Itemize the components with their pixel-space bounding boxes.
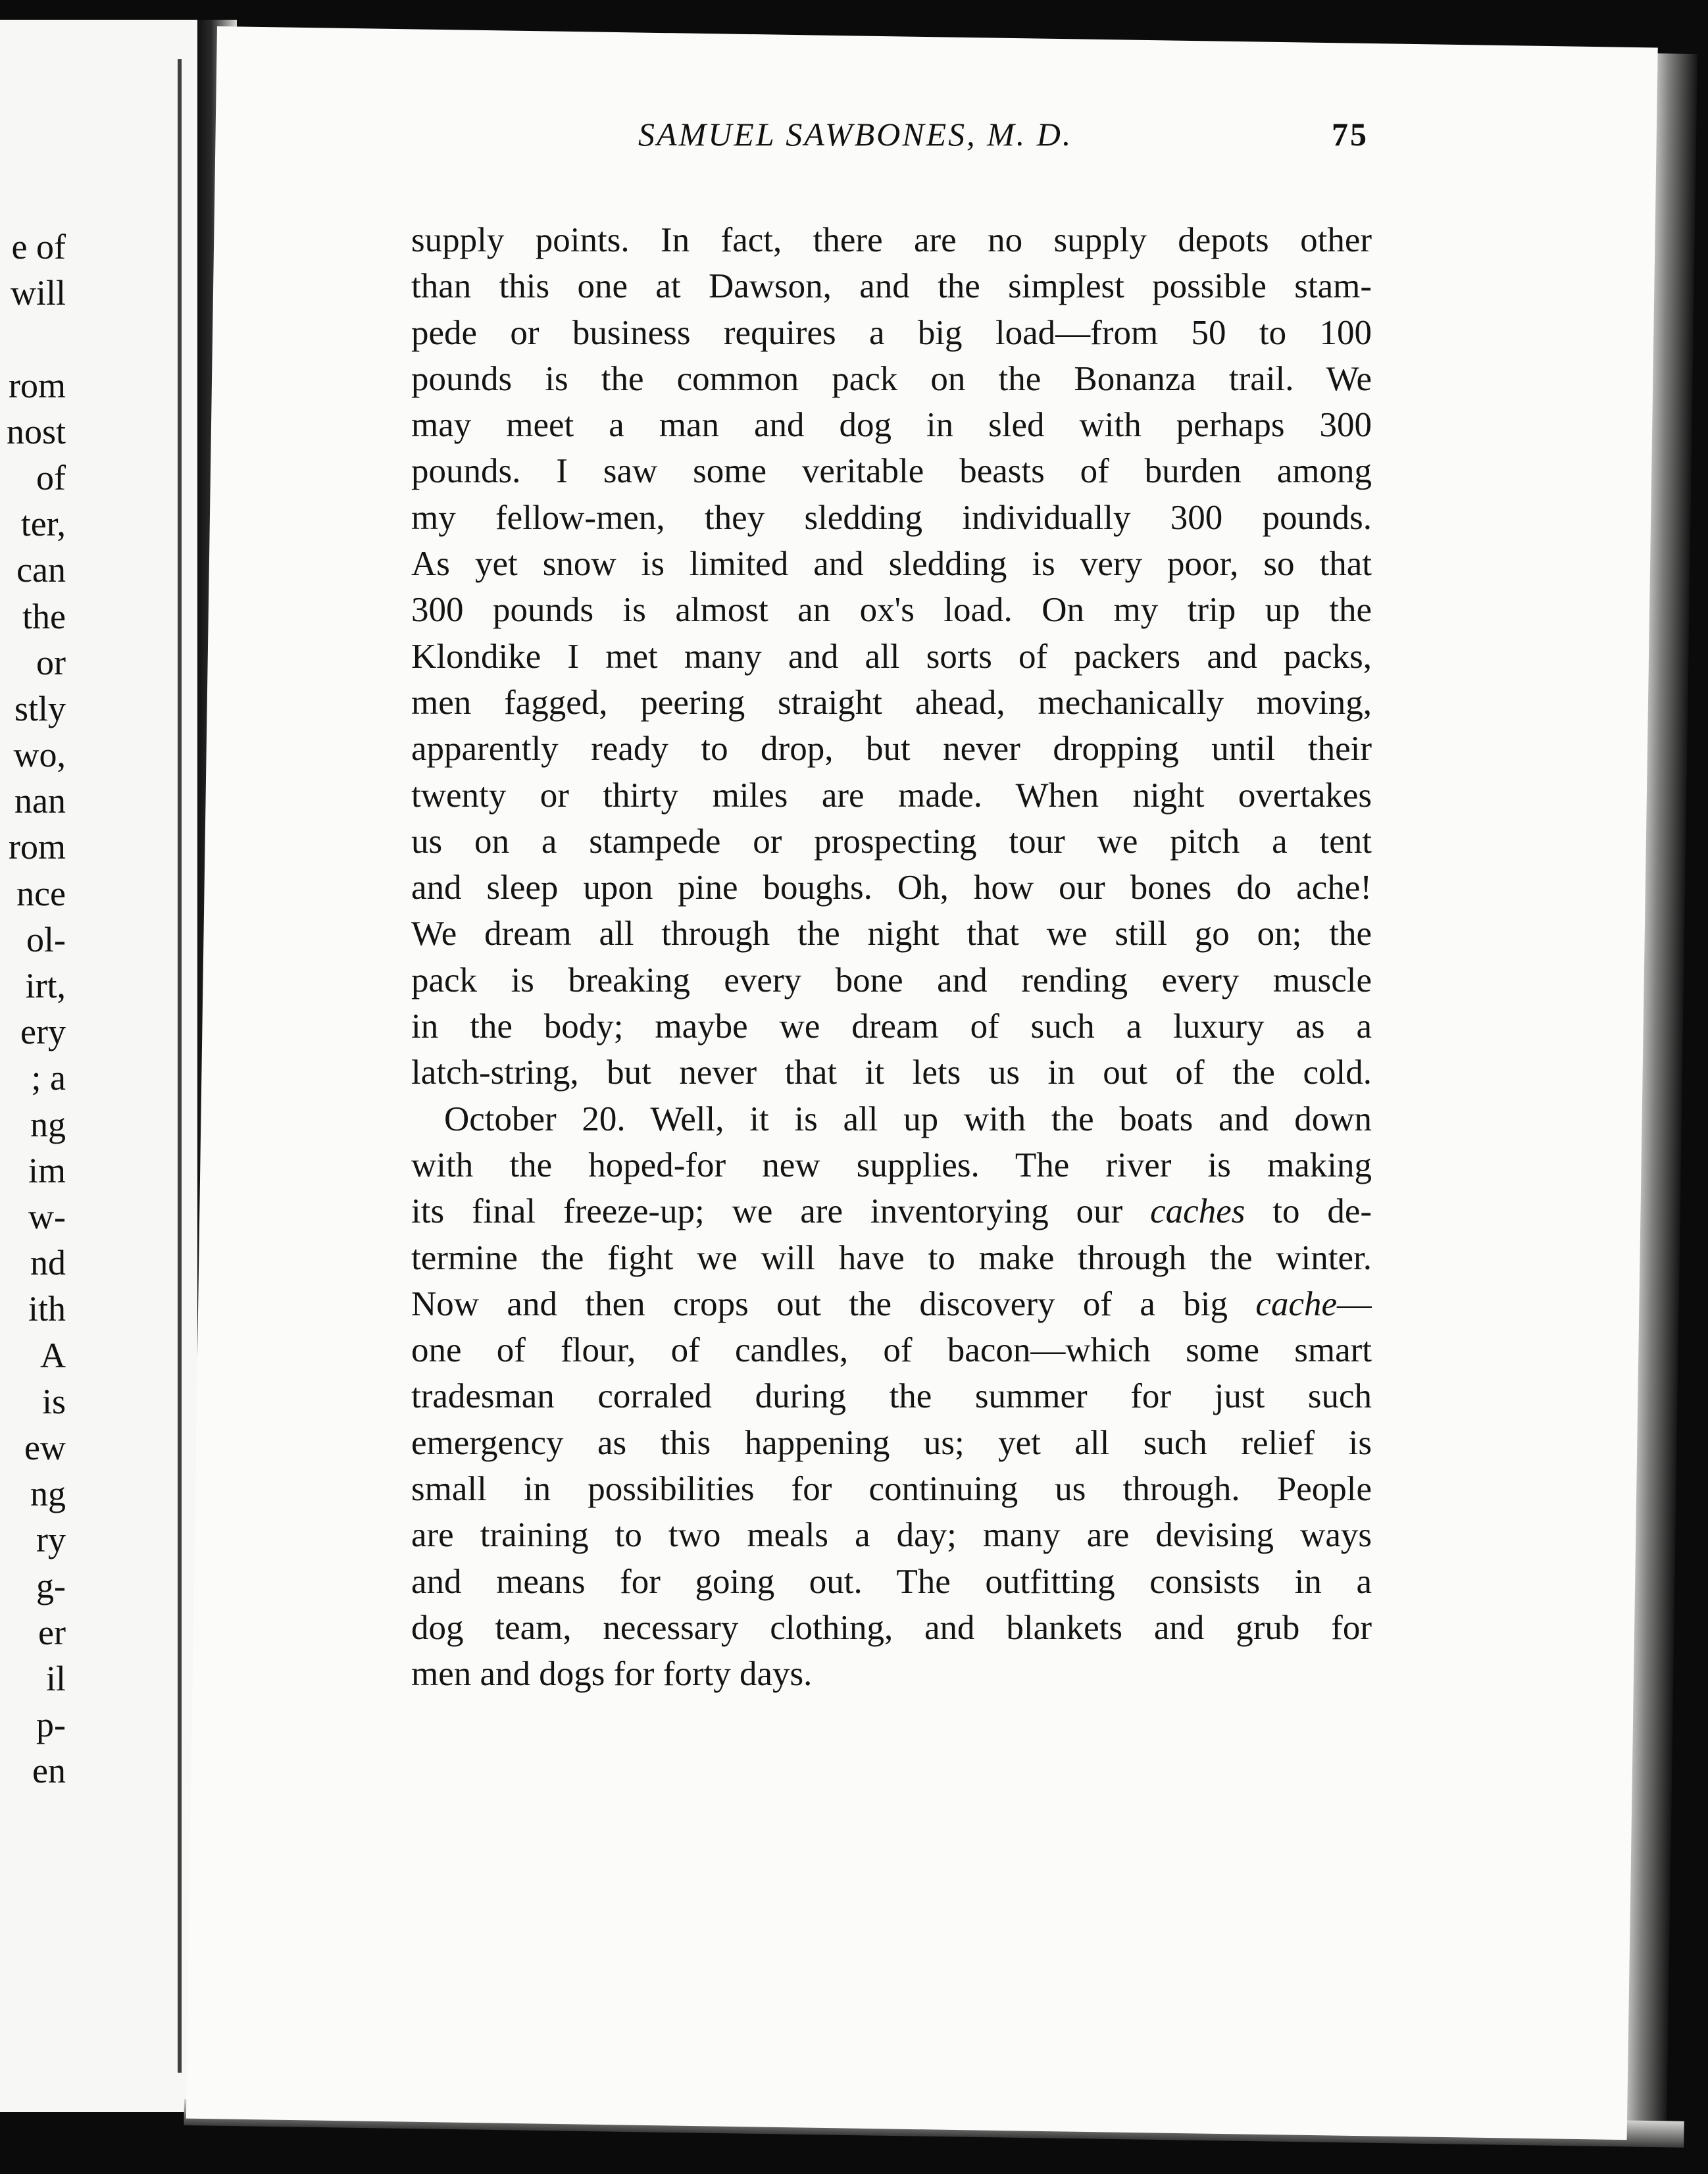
text-line: apparently ready to drop, but never dropping until their (411, 730, 1372, 769)
running-head (421, 115, 1369, 161)
text-line: with the hoped-for new supplies. The river is making (411, 1146, 1372, 1184)
fragment-line: im (28, 1150, 66, 1190)
text-line: and means for going out. The outfitting consists in a (411, 1562, 1372, 1601)
gutter-shadow (178, 59, 182, 2073)
text-line: We dream all through the night that we still go on; the (411, 915, 1372, 953)
text-run: its final freeze-up; we are inventorying our (411, 1192, 1123, 1231)
fragment-line: or (36, 642, 66, 682)
fragment-line: il (45, 1658, 66, 1698)
text-line: us on a stampede or prospecting tour we pitch a tent (411, 822, 1372, 861)
fragment-line: nan (14, 781, 66, 821)
fragment-line: irt, (25, 966, 66, 1005)
italic-word: cache (1255, 1284, 1337, 1323)
running-head-title: SAMUEL SAWBONES, M. D. (638, 116, 1073, 153)
text-line: supply points. In fact, there are no supply depots other (411, 221, 1372, 259)
text-line: pede or business requires a big load—from 50 to 100 (411, 313, 1372, 352)
text-line: emergency as this happening us; yet all such relief is (411, 1423, 1372, 1462)
text-line: may meet a man and dog in sled with perhaps 300 (411, 406, 1372, 445)
text-line: dog team, necessary clothing, and blankets and grub for (411, 1608, 1372, 1647)
fragment-line: en (32, 1751, 66, 1791)
text-line: my fellow-men, they sledding individually 300 pounds. (411, 498, 1372, 537)
text-line (411, 1188, 1372, 1234)
fragment-line: is (41, 1381, 66, 1421)
text-line: are training to two meals a day; many are devising ways (411, 1516, 1372, 1555)
text-run: to de- (1272, 1192, 1372, 1231)
text-line: pounds. I saw some veritable beasts of burden among (411, 452, 1372, 491)
fragment-line: wo, (13, 735, 66, 775)
fragment-line: rom (9, 365, 66, 405)
fragment-line: rom (9, 827, 66, 867)
fragment-line: ng (30, 1474, 66, 1514)
fragment-line: p- (36, 1705, 66, 1744)
fragment-line: nce (16, 873, 66, 913)
left-page (0, 20, 200, 2112)
fragment-line: the (22, 596, 66, 636)
text-line: one of flour, of candles, of bacon—which some smart (411, 1331, 1372, 1370)
text-line: latch-string, but never that it lets us in out of the cold. (411, 1053, 1372, 1092)
fragment-line: w- (28, 1196, 66, 1236)
left-page-text-fragments (0, 224, 66, 1794)
fragment-line: stly (14, 688, 66, 728)
text-line (411, 1281, 1372, 1327)
fragment-line (0, 316, 66, 362)
text-line: termine the fight we will have to make through the winter. (411, 1238, 1372, 1277)
text-line: 300 pounds is almost an ox's load. On my trip up the (411, 591, 1372, 630)
text-run: Now and then crops out the discovery of a big (411, 1284, 1228, 1323)
fragment-line: er (38, 1612, 66, 1652)
fragment-line: nd (30, 1243, 66, 1283)
fragment-line: ry (36, 1520, 66, 1560)
text-line: men fagged, peering straight ahead, mechanically moving, (411, 683, 1372, 722)
text-line: twenty or thirty miles are made. When night overtakes (411, 776, 1372, 815)
fragment-line: g- (36, 1566, 66, 1606)
text-line: men and dogs for forty days. (411, 1655, 813, 1694)
text-line: pack is breaking every bone and rending every muscle (411, 961, 1372, 999)
text-line: Klondike I met many and all sorts of packers and packs, (411, 637, 1372, 676)
fragment-line: will (10, 273, 66, 313)
fragment-line: ew (24, 1427, 66, 1467)
text-line: and sleep upon pine boughs. Oh, how our bones do ache! (411, 869, 1372, 907)
paragraph-start-line: October 20. Well, it is all up with the boats and down (444, 1100, 1372, 1138)
fragment-line: can (16, 550, 66, 590)
page-body (411, 217, 1372, 1698)
text-line: than this one at Dawson, and the simplest possible stam- (411, 267, 1372, 306)
text-line: As yet snow is limited and sledding is very poor, so that (411, 545, 1372, 584)
text-line: pounds is the common pack on the Bonanza trail. We (411, 359, 1372, 398)
fragment-line: ; a (31, 1058, 66, 1098)
page-number: 75 (1332, 116, 1369, 153)
fragment-line: of (36, 457, 66, 497)
fragment-line: ng (30, 1104, 66, 1144)
text-run: — (1337, 1284, 1372, 1323)
fragment-line: ter, (20, 504, 66, 544)
text-line: in the body; maybe we dream of such a luxury as a (411, 1007, 1372, 1046)
italic-word: caches (1150, 1192, 1245, 1231)
fragment-line: A (40, 1335, 66, 1375)
fragment-line: nost (6, 411, 66, 451)
fragment-line: e of (11, 227, 66, 266)
fragment-line: ith (28, 1289, 66, 1329)
text-line: small in possibilities for continuing us through. People (411, 1470, 1372, 1509)
fragment-line: ol- (26, 919, 66, 959)
fragment-line: ery (20, 1012, 66, 1052)
text-line: tradesman corraled during the summer for just such (411, 1377, 1372, 1416)
